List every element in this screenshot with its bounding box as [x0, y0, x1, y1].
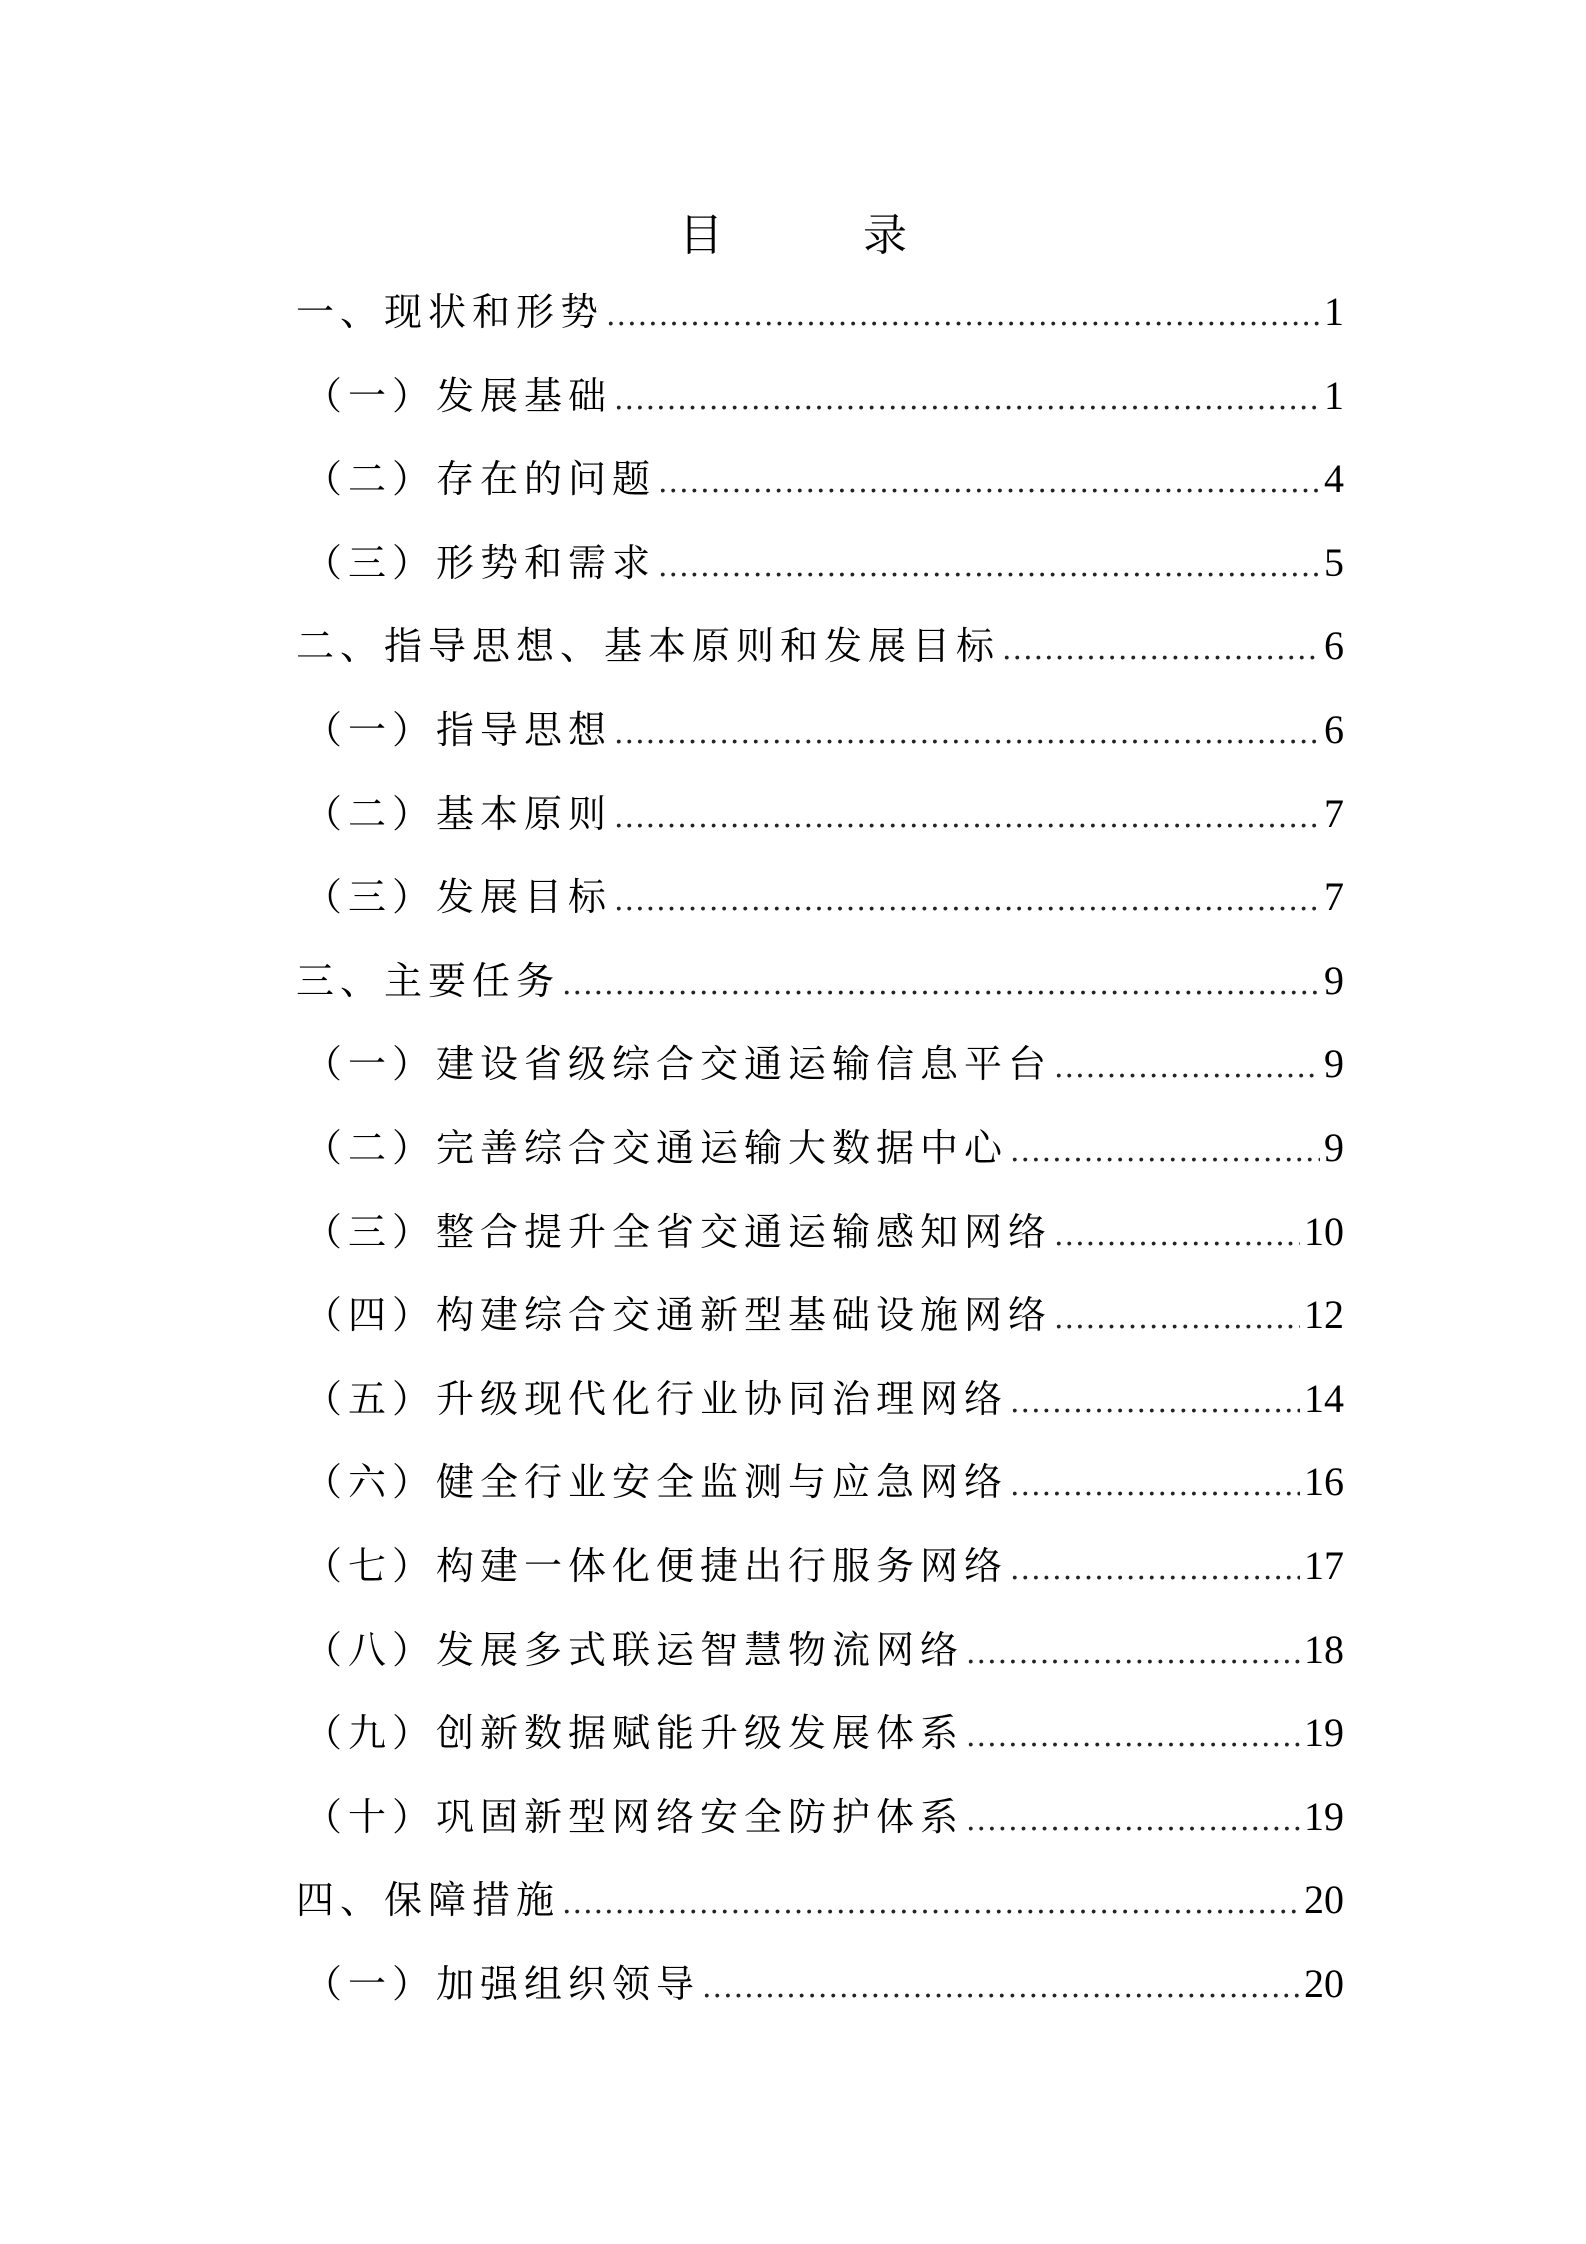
toc-entry[interactable]	[296, 1620, 1344, 1704]
toc-entry-page-number: 7	[1324, 874, 1344, 920]
toc-entry[interactable]	[296, 533, 1344, 617]
toc-entry-page-number: 19	[1304, 1793, 1344, 1839]
toc-entry[interactable]	[296, 867, 1344, 951]
toc-entry-page-number: 1	[1324, 289, 1344, 334]
toc-dot-leader	[614, 871, 1320, 931]
toc-entry-label: （三）发展目标	[304, 875, 613, 920]
toc-entry-label: 二、指导思想、基本原则和发展目标	[296, 624, 1001, 669]
toc-entry-label: （一）建设省级综合交通运输信息平台	[304, 1042, 1053, 1087]
toc-dot-leader	[966, 1707, 1300, 1767]
toc-entry[interactable]	[296, 1118, 1344, 1202]
toc-entry-page-number: 16	[1304, 1459, 1344, 1505]
toc-entry[interactable]	[296, 1452, 1344, 1536]
toc-entry[interactable]	[296, 282, 1344, 366]
toc-entry-label: （八）发展多式联运智慧物流网络	[304, 1627, 965, 1672]
toc-entry-page-number: 1	[1324, 372, 1344, 418]
toc-entry[interactable]	[296, 700, 1344, 784]
toc-dot-leader	[1054, 1206, 1300, 1266]
toc-entry-page-number: 18	[1304, 1626, 1344, 1672]
toc-dot-leader	[614, 370, 1320, 430]
toc-entry-page-number: 10	[1304, 1208, 1344, 1254]
toc-dot-leader	[966, 1624, 1300, 1684]
toc-entry-page-number: 6	[1324, 623, 1344, 669]
toc-entry[interactable]	[296, 366, 1344, 450]
table-of-contents	[296, 282, 1344, 2037]
toc-dot-leader	[614, 704, 1320, 764]
toc-dot-leader	[614, 788, 1320, 848]
toc-entry-page-number: 17	[1304, 1542, 1344, 1588]
toc-dot-leader	[658, 453, 1320, 513]
toc-entry[interactable]	[296, 1787, 1344, 1871]
toc-entry[interactable]	[296, 1202, 1344, 1286]
toc-entry-page-number: 5	[1324, 539, 1344, 585]
toc-dot-leader	[1002, 620, 1320, 680]
toc-entry[interactable]	[296, 784, 1344, 868]
toc-entry-label: （二）完善综合交通运输大数据中心	[304, 1125, 1009, 1170]
toc-entry-page-number: 12	[1304, 1292, 1344, 1338]
toc-entry[interactable]	[296, 1703, 1344, 1787]
toc-entry-label: （一）发展基础	[304, 373, 613, 418]
toc-entry[interactable]	[296, 1954, 1344, 2038]
toc-dot-leader	[562, 955, 1320, 1015]
toc-dot-leader	[606, 286, 1320, 346]
toc-dot-leader	[702, 1958, 1300, 2018]
toc-dot-leader	[658, 537, 1320, 597]
toc-entry-label: （五）升级现代化行业协同治理网络	[304, 1376, 1009, 1421]
toc-entry[interactable]	[296, 1870, 1344, 1954]
toc-entry[interactable]	[296, 1285, 1344, 1369]
toc-entry[interactable]	[296, 1369, 1344, 1453]
toc-entry-page-number: 19	[1304, 1710, 1344, 1756]
toc-dot-leader	[1010, 1122, 1320, 1182]
toc-entry-label: （一）指导思想	[304, 707, 613, 752]
toc-entry-page-number: 20	[1304, 1877, 1344, 1923]
toc-entry-label: （三）形势和需求	[304, 540, 657, 585]
toc-entry-page-number: 20	[1304, 1960, 1344, 2006]
toc-entry-page-number: 7	[1324, 790, 1344, 836]
toc-entry[interactable]	[296, 616, 1344, 700]
toc-dot-leader	[1010, 1540, 1300, 1600]
toc-entry[interactable]	[296, 1034, 1344, 1118]
toc-entry-label: （一）加强组织领导	[304, 1961, 701, 2006]
toc-entry-label: （十）巩固新型网络安全防护体系	[304, 1794, 965, 1839]
toc-dot-leader	[1010, 1456, 1300, 1516]
toc-dot-leader	[966, 1791, 1300, 1851]
toc-entry-label: （四）构建综合交通新型基础设施网络	[304, 1293, 1053, 1338]
toc-entry-page-number: 14	[1304, 1375, 1344, 1421]
toc-entry-label: 三、主要任务	[296, 958, 561, 1003]
toc-entry-page-number: 9	[1324, 957, 1344, 1003]
toc-dot-leader	[1054, 1038, 1320, 1098]
toc-dot-leader	[1010, 1373, 1300, 1433]
toc-entry-label: （七）构建一体化便捷出行服务网络	[304, 1543, 1009, 1588]
toc-entry-label: 四、保障措施	[296, 1878, 561, 1923]
page-title: 目 录	[679, 210, 955, 261]
toc-entry-page-number: 6	[1324, 706, 1344, 752]
toc-entry[interactable]	[296, 449, 1344, 533]
toc-entry-label: 一、现状和形势	[296, 290, 605, 334]
toc-entry[interactable]	[296, 951, 1344, 1035]
toc-entry-label: （九）创新数据赋能升级发展体系	[304, 1711, 965, 1756]
toc-entry-label: （二）基本原则	[304, 791, 613, 836]
toc-entry-page-number: 4	[1324, 456, 1344, 502]
toc-entry-page-number: 9	[1324, 1124, 1344, 1170]
toc-entry-label: （六）健全行业安全监测与应急网络	[304, 1460, 1009, 1505]
toc-dot-leader	[1054, 1289, 1300, 1349]
toc-entry-label: （二）存在的问题	[304, 457, 657, 502]
toc-entry-page-number: 9	[1324, 1041, 1344, 1087]
toc-dot-leader	[562, 1874, 1300, 1934]
toc-entry-label: （三）整合提升全省交通运输感知网络	[304, 1209, 1053, 1254]
toc-entry[interactable]	[296, 1536, 1344, 1620]
